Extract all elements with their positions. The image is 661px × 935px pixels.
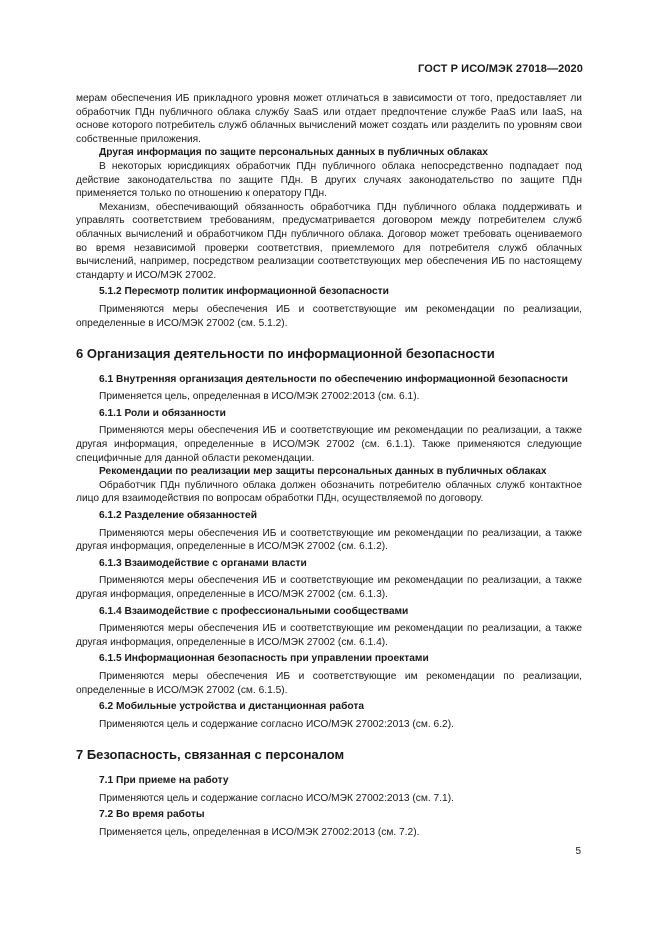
- document-header: ГОСТ Р ИСО/МЭК 27018—2020: [418, 63, 583, 75]
- heading-6-1-5: 6.1.5 Информационная безопасность при управлении проектами: [99, 653, 429, 665]
- heading-7-2: 7.2 Во время работы: [99, 809, 205, 821]
- heading-6-1-3: 6.1.3 Взаимодействие с органами власти: [99, 557, 307, 569]
- heading-5-1-2: 5.1.2 Пересмотр политик информационной безопасности: [99, 286, 389, 298]
- paragraph: Применяются меры обеспечения ИБ и соответствующие им рекомендации по реализации, а также другая информация, определенные в ИСО/МЭК 27002 (см. 6.1.1). Также применяются следующие специфичные для данной области рекомендации.: [76, 425, 582, 464]
- heading-7-1: 7.1 При приеме на работу: [99, 774, 229, 786]
- paragraph: Применяются цель и содержание согласно ИСО/МЭК 27002:2013 (см. 6.2).: [99, 718, 454, 730]
- page-content: [76, 92, 582, 839]
- section-heading: Другая информация по защите персональных данных в публичных облаках: [99, 147, 488, 159]
- paragraph: Механизм, обеспечивающий обязанность обработчика ПДн публичного облака поддерживать и управлять соответствием требованиям, предусматривается договором между потребителем служб облачных вычислений и обработчиком ПДн публичного облака. Договор может требовать оцениваемого во время независимой проверки соответствия, приемлемого для потребителя служб облачных вычислений, например, посредством реализации соответствующих мер обеспечения ИБ по настоящему стандарту и ИСО/МЭК 27002.: [76, 201, 582, 281]
- paragraph: Применяются меры обеспечения ИБ и соответствующие им рекомендации по реализации, определенные в ИСО/МЭК 27002 (см. 5.1.2).: [76, 303, 582, 329]
- paragraph: В некоторых юрисдикциях обработчик ПДн публичного облака непосредственно подпадает под действие законодательства по защите ПДн. В других случаях законодательство по защите ПДн применяется только по отношению к оператору ПДн.: [76, 160, 582, 200]
- heading-7: 7 Безопасность, связанная с персоналом: [76, 747, 345, 763]
- heading-6-2: 6.2 Мобильные устройства и дистанционная работа: [99, 701, 364, 713]
- heading-6-1-1: 6.1.1 Роли и обязанности: [99, 407, 226, 419]
- section-heading: Рекомендации по реализации мер защиты персональных данных в публичных облаках: [99, 466, 547, 478]
- paragraph: Применяются меры обеспечения ИБ и соответствующие им рекомендации по реализации, определенные в ИСО/МЭК 27002 (см. 6.1.5).: [76, 670, 582, 696]
- paragraph: Применяются меры обеспечения ИБ и соответствующие им рекомендации по реализации, а также другая информация, определенные в ИСО/МЭК 27002 (см. 6.1.3).: [76, 575, 582, 600]
- page-number: 5: [575, 846, 581, 857]
- heading-6-1-2: 6.1.2 Разделение обязанностей: [99, 510, 257, 522]
- paragraph: Применяется цель, определенная в ИСО/МЭК 27002:2013 (см. 7.2).: [99, 826, 420, 838]
- paragraph: Применяются цель и содержание согласно ИСО/МЭК 27002:2013 (см. 7.1).: [99, 792, 454, 804]
- heading-6-1-4: 6.1.4 Взаимодействие с профессиональными сообществами: [99, 605, 409, 617]
- paragraph: Применяются меры обеспечения ИБ и соответствующие им рекомендации по реализации, а также другая информация, определенные в ИСО/МЭК 27002 (см. 6.1.4).: [76, 623, 582, 648]
- paragraph: Обработчик ПДн публичного облака должен обозначить потребителю облачных служб контактное лицо для взаимодействия по вопросам обработки ПДн, осуществляемой по договору.: [76, 479, 582, 505]
- paragraph: мерам обеспечения ИБ прикладного уровня может отличаться в зависимости от того, предоставляет ли обработчик ПДн публичного облака службу SaaS или отдает предпочтение службе PaaS или IaaS, на основе которого потребитель служб облачных вычислений может создать или разделить по уровням свои собственные приложения.: [76, 93, 582, 145]
- paragraph: Применяются меры обеспечения ИБ и соответствующие им рекомендации по реализации, а также другая информация, определенные в ИСО/МЭК 27002 (см. 6.1.2).: [76, 527, 582, 553]
- paragraph: Применяется цель, определенная в ИСО/МЭК 27002:2013 (см. 6.1).: [99, 391, 420, 403]
- heading-6-1: 6.1 Внутренняя организация деятельности по обеспечению информационной безопасности: [99, 373, 568, 385]
- heading-6: 6 Организация деятельности по информационной безопасности: [76, 346, 495, 362]
